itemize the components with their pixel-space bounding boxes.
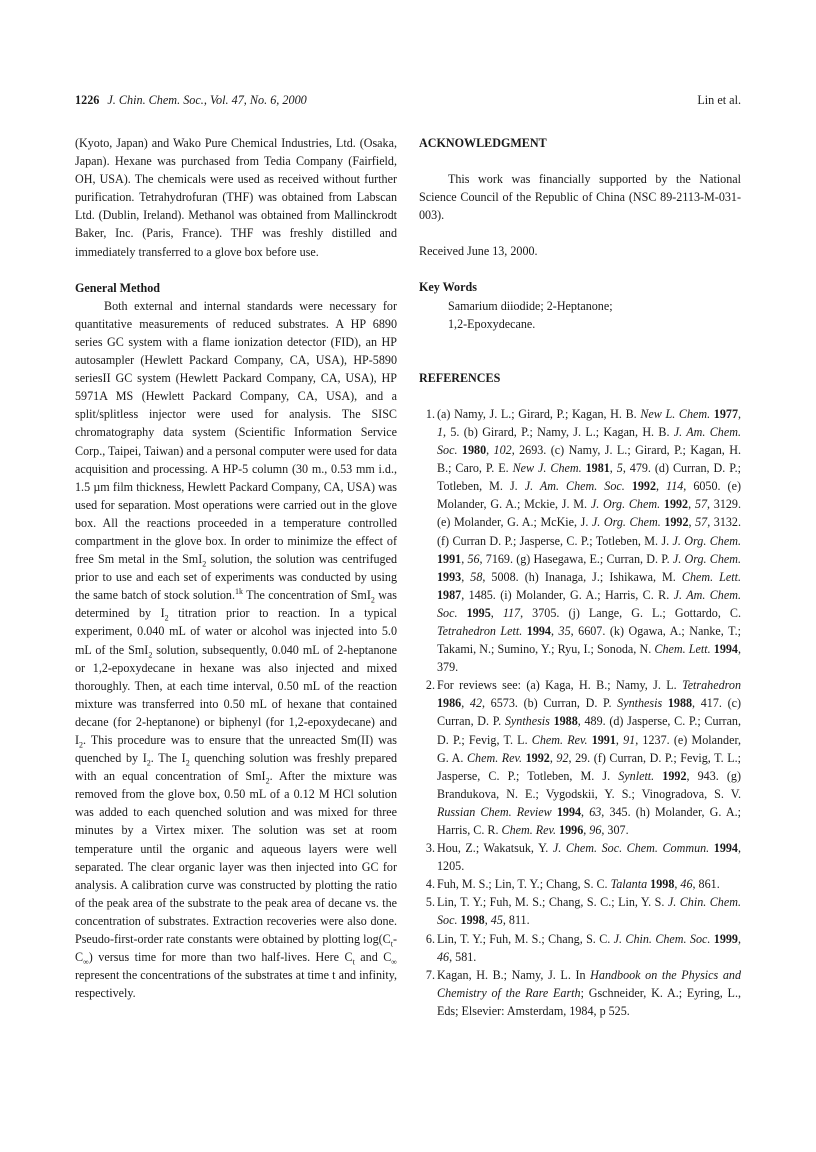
reference-item: 2. For reviews see: (a) Kaga, H. B.; Namy, J. L. Tetrahedron 1986, 42, 6573. (b) Curran, D. P. Synthesis 1988, 417. (c) Curran, D. P. Synthesis 1988, 489. (d) Jasperse, C. P.; Curran, D. P.; Fevig, T. L. Chem. Rev. 1991, 91, 1237. (e) Molander, G. A. Chem. Rev. 1992, 92, 29. (f) Curran, D. P.; Fevig, T. L.; Jasperse, C. P.; Totleben, M. J. Synlett. 1992, 943. (g) Brandukova, N. E.; Vygodskii, Y. S.; Vinogradova, S. V. Russian Chem. Review 1994, 63, 345. (h) Molander, G. A.; Harris, C. R. Chem. Rev. 1996, 96, 307.: [425, 678, 742, 837]
acknowledgment-heading: ACKNOWLEDGMENT: [419, 136, 547, 150]
reference-item: 6. Lin, T. Y.; Fuh, M. S.; Chang, S. C. J. Chin. Chem. Soc. 1999, 46, 581.: [425, 931, 741, 964]
right-column: [419, 134, 741, 1020]
reference-item: 5. Lin, T. Y.; Fuh, M. S.; Chang, S. C.; Lin, Y. S. J. Chin. Chem. Soc. 1998, 45, 811.: [425, 895, 741, 928]
references-heading: REFERENCES: [419, 370, 501, 385]
page-number: 1226: [75, 93, 100, 107]
reference-list: [419, 405, 741, 1020]
running-author: Lin et al.: [697, 93, 741, 107]
left-column: [75, 134, 397, 1002]
journal-citation: J. Chin. Chem. Soc., Vol. 47, No. 6, 2000: [107, 93, 307, 107]
keywords-line: Samarium diiodide; 2-Heptanone;: [448, 298, 613, 313]
reference-item: 4. Fuh, M. S.; Lin, T. Y.; Chang, S. C. Talanta 1998, 46, 861.: [425, 877, 720, 892]
reference-item: 1. (a) Namy, J. L.; Girard, P.; Kagan, H. B. New L. Chem. 1977, 1, 5. (b) Girard, P.; Namy, J. L.; Kagan, H. B. J. Am. Chem. Soc. 1980, 102, 2693. (c) Namy, J. L.; Girard, P.; Kagan, H. B.; Caro, P. E. New J. Chem. 1981, 5, 479. (d) Curran, D. P.; Totleben, M. J. J. Am. Chem. Soc. 1992, 114, 6050. (e) Molander, G. A.; Mckie, J. M. J. Org. Chem. 1992, 57, 3129. (e) Molander, G. A.; McKie, J. J. Org. Chem. 1992, 57, 3132. (f) Curran D. P.; Jasperse, C. P.; Totleben, M. J. J. Org. Chem. 1991, 56, 7169. (g) Hasegawa, E.; Curran, D. P. J. Org. Chem. 1993, 58, 5008. (h) Inanaga, J.; Ishikawa, M. Chem. Lett. 1987, 1485. (i) Molander, G. A.; Harris, C. R. J. Am. Chem. Soc. 1995, 117, 3705. (j) Lange, G. L.; Gottardo, C. Tetrahedron Lett. 1994, 35, 6607. (k) Ogawa, A.; Nanke, T.; Takami, N.; Sumino, Y.; Ryu, I.; Sonoda, N. Chem. Lett. 1994, 379.: [425, 406, 742, 675]
general-method-paragraph: Both external and internal standards were necessary for quantitative measurements of reduced substrates. A HP 6890 series GC system with a flame ionization detector (FID), an HP autosampler (Hewlett Packard Company, CA, USA), HP-5890 seriesII GC system (Hewlett Packard Company, CA, USA), HP 5971A MS (Hewlett Packard Company, CA, USA), and a split/splitless injector were used for analysis. The SISC chromatography data system (Scientific Information Service Corp., Taipei, Taiwan) and a personal computer were used for data acquisition and processing. A HP-5 column (30 m., 0.53 mm i.d., 1.5 µm film thickness, Hewlett Packard Company, CA, USA) was used for separation. Most operations were carried out in the glove box. All the reactions proceeded in a temperature controlled compartment in the glove box. In order to minimize the effect of free Sm metal in the SmI$_2$ solution, the solution was centrifuged prior to use and each set of experiments was conducted by using the same batch of stock solution.$^{1k}$ The concentration of SmI$_2$ was determined by $I_2$ titration prior to reaction. In a typical experiment, 0.040 mL of water or alcohol was injected into 5.0 mL of the SmI$_2$ solution, subsequently, 0.040 mL of 2-heptanone or 1,2-epoxydecane in hexane was also injected and mixed thoroughly. Then, at each time interval, 0.50 mL of the reaction mixture was transferred into 0.50 mL of hexane that contained decane (for 2-heptanone) or biphenyl (for 1,2-epoxydecane) and $I_2$. This procedure was to ensure that the unreacted Sm(II) was quenched by $I_2$. The $I_2$ quenching solution was freshly prepared with an equal concentration of SmI$_2$. After the mixture was removed from the glove box, 0.50 mL of a 0.12 M HCl solution was added to each quenched solution and was mixed for three minutes by a Virtex mixer. The solution was set at room temperature until the organic and aqueous layers were well separated. The clear organic layer was then injected into GC for analysis. A calibration curve was constructed by plotting the ratio of the peak area of the substrate to the peak area of decane vs. the concentration of substrates. Extraction recoveries were also done. Pseudo-first-order rate constants were obtained by plotting $\log(C_t-C_\infty)$ versus time for more than two half-lives. Here $C_t$ and $C_\infty$ represent the concentrations of the substrates at time t and infinity, respectively.: [75, 298, 397, 1001]
keywords-line: 1,2-Epoxydecane.: [448, 316, 536, 331]
reference-item: 7. Kagan, H. B.; Namy, J. L. In Handbook on the Physics and Chemistry of the Rare Earth; Gschneider, K. A.; Eyring, L., Eds; Elsevier: Amsterdam, 1984, p 525.: [425, 967, 741, 1018]
intro-paragraph: (Kyoto, Japan) and Wako Pure Chemical Industries, Ltd. (Osaka, Japan). Hexane was purchased from Tedia Company (Fairfield, OH, USA). The chemicals were used as received without further purification. Tetrahydrofuran (THF) was obtained from Labscan Ltd. (Dublin, Ireland). Methanol was obtained from Mallinckrodt Baker, Inc. (Paris, France). THF was freshly distilled and immediately transferred to a glove box before use.: [75, 136, 397, 259]
received-date: Received June 13, 2000.: [419, 244, 538, 259]
reference-item: 3. Hou, Z.; Wakatsuk, Y. J. Chem. Soc. Chem. Commun. 1994, 1205.: [425, 841, 741, 874]
acknowledgment-text: This work was financially supported by the National Science Council of the Republic of China (NSC 89-2113-M-031-003).: [419, 172, 741, 223]
running-header: [75, 93, 741, 111]
general-method-heading: General Method: [75, 280, 160, 295]
keywords-heading: Key Words: [419, 280, 477, 295]
